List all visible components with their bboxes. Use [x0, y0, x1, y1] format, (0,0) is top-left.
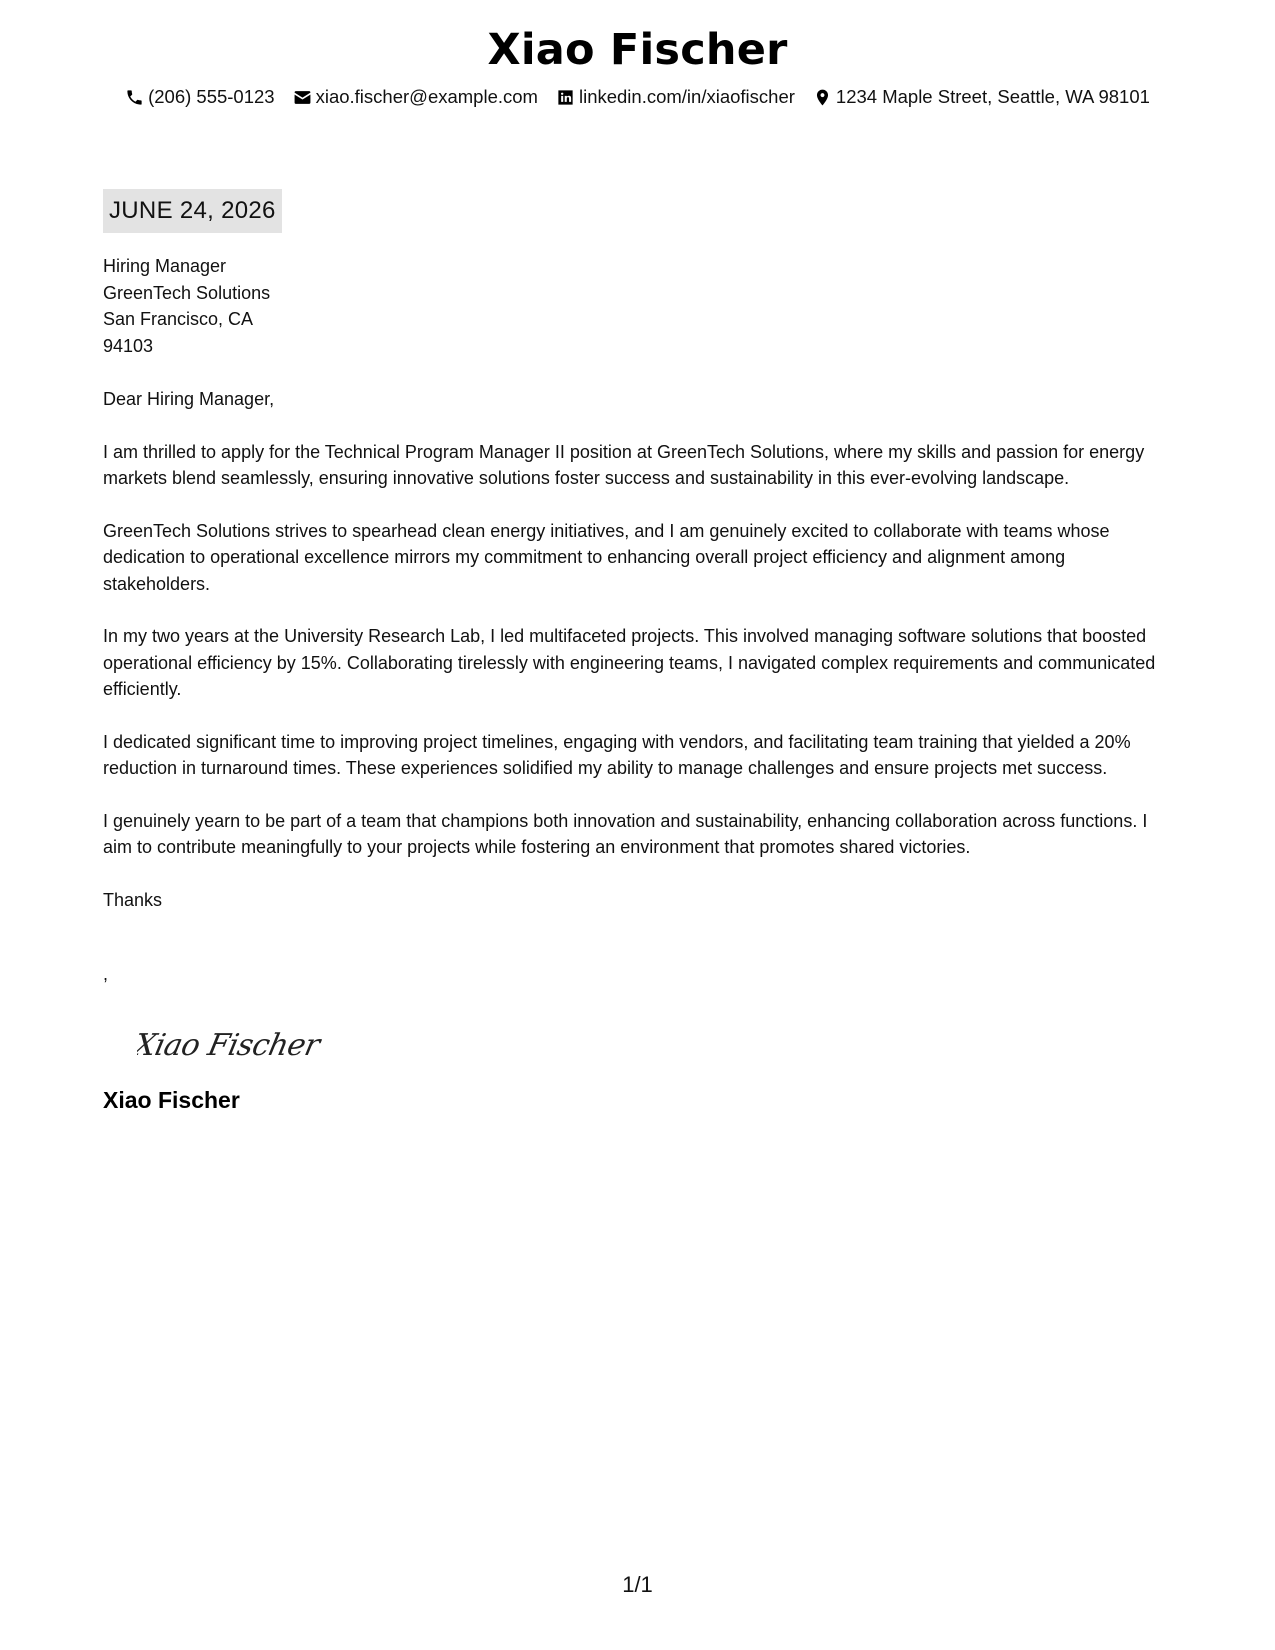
- map-marker-icon: [813, 88, 832, 107]
- contact-email: [293, 86, 538, 108]
- letter-date: JUNE 24, 2026: [103, 189, 282, 233]
- address-text: 1234 Maple Street, Seattle, WA 98101: [835, 86, 1150, 107]
- recipient-title: Hiring Manager: [103, 256, 227, 276]
- signer-name: Xiao Fischer: [103, 1087, 240, 1113]
- phone-icon: [125, 88, 144, 107]
- paragraph: I am thrilled to apply for the Technical Program Manager II position at GreenTech Solutions, where my skills and passion for energy markets blend seamlessly, ensuring innovative solutions foster success and sustainability in this ever-evolving landscape.: [103, 441, 1145, 488]
- letter-body: [103, 189, 1173, 1115]
- recipient-company: GreenTech Solutions: [103, 282, 271, 303]
- closing-comma: ,: [103, 964, 109, 984]
- closing: Thanks: [103, 889, 163, 910]
- envelope-icon: [293, 88, 312, 107]
- recipient-zip: 94103: [103, 335, 154, 356]
- phone-text: (206) 555-0123: [148, 86, 275, 107]
- recipient-city: San Francisco, CA: [103, 309, 254, 329]
- applicant-name: Xiao Fischer: [487, 25, 788, 75]
- letter-header: [0, 22, 1275, 108]
- linkedin-text: linkedin.com/in/xiaofischer: [578, 86, 795, 107]
- page-number: 1/1: [622, 1572, 653, 1597]
- contact-linkedin: [556, 86, 795, 108]
- paragraph: In my two years at the University Research Lab, I led multifaceted projects. This involved managing software solutions that boosted operational efficiency by 15%. Collaborating tirelessly with engineering teams, I navigated complex requirements and communicated efficiently.: [103, 626, 1156, 699]
- recipient-block: [103, 253, 1173, 359]
- paragraph: GreenTech Solutions strives to spearhead clean energy initiatives, and I am genuinely excited to collaborate with teams whose dedication to operational excellence mirrors my commitment to enhancing overall project efficiency and alignment among stakeholders.: [103, 520, 1110, 594]
- linkedin-icon: [556, 88, 575, 107]
- contact-bar: [0, 86, 1275, 108]
- paragraph: I dedicated significant time to improving project timelines, engaging with vendors, and facilitating team training that yielded a 20% reduction in turnaround times. These experiences solidified my ability to manage challenges and ensure projects met success.: [103, 731, 1131, 778]
- email-text: xiao.fischer@example.com: [315, 86, 538, 107]
- handwritten-signature: [137, 1015, 337, 1075]
- svg-text:Xiao Fischer: Xiao Fischer: [137, 1028, 323, 1063]
- salutation: Dear Hiring Manager,: [103, 389, 275, 409]
- paragraph: I genuinely yearn to be part of a team that champions both innovation and sustainability, enhancing collaboration across functions. I aim to contribute meaningfully to your projects while fostering an environment that promotes shared victories.: [103, 810, 1148, 857]
- contact-address: [813, 86, 1150, 108]
- contact-phone: [125, 86, 275, 108]
- signature-image: [137, 1015, 337, 1075]
